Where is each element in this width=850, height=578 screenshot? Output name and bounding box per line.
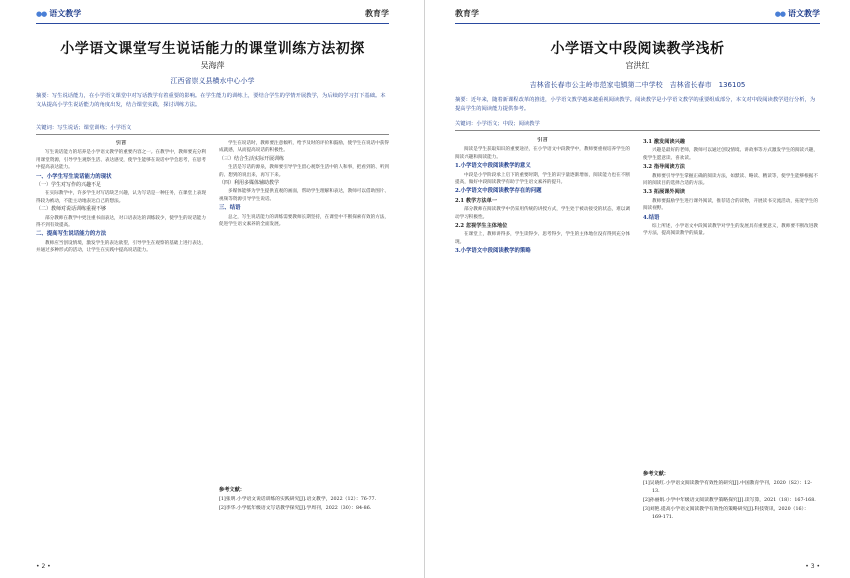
right-column-1	[455, 137, 630, 548]
decorative-dots-icon: ●●	[36, 9, 47, 18]
heading-level-2: 3.2 指导阅读方法	[643, 164, 685, 171]
right-affiliation: 吉林省长春市公主岭市范家屯镇第二中学校 吉林省长春市 136105	[529, 81, 746, 89]
paragraph: 阅读是学生获取知识的重要途径，在小学语文中段教学中，教师要重视培养学生的阅读兴趣和阅读能力。	[455, 147, 630, 160]
right-column-2	[643, 137, 818, 532]
left-journal-name: 语文教学	[49, 9, 82, 18]
decorative-dots-icon: ●●	[774, 9, 785, 18]
heading-level-1: 4.结语	[643, 214, 660, 221]
heading-level-1: 一、小学生写生说话能力的现状	[36, 173, 112, 180]
right-abstract: 摘要：近年来，随着新课程改革的推进，小学语文教学越来越重视阅读教学。阅读教学是小学语文教学的重要组成部分，本文对中段阅读教学进行分析，为提高学生的阅读能力提供参考。	[455, 97, 816, 112]
left-affiliation: 江西省崇义县横水中心小学	[170, 77, 255, 85]
paragraph: 在实际教学中，许多学生对写话缺乏兴趣，认为写话是一种任务，在课堂上表现得较为被动，不能主动地表达自己的想法。	[36, 191, 206, 204]
left-author: 吴海萍	[200, 61, 225, 70]
paragraph: 多媒体能够为学生提供直观的画面，帮助学生理解和表达，教师可以借助图片、视频等资源引导学生说话。	[219, 189, 389, 202]
left-journal-badge	[36, 8, 81, 19]
right-author: 宫洪红	[625, 61, 650, 70]
paragraph: 总之，写生说话能力的训练需要教师长期坚持，在课堂中不断探索有效的方法，促进学生语文素养的全面发展。	[219, 214, 389, 228]
subheading: （一）学生对写作的兴趣不足	[36, 182, 102, 189]
heading-level-1: 三、结语	[219, 205, 241, 212]
heading-level-1: 二、提高写生说话能力的方法	[36, 231, 107, 238]
paragraph: 生活是写话的源泉，教师要引导学生留心观察生活中的人和事，把看到的、听到的、想到的说出来，再写下来。	[219, 165, 389, 178]
right-keywords: 关键词：小学语文；中段；阅读教学	[455, 121, 540, 127]
reference-item: [3]刘艳.提高小学语文阅读教学有效性的策略研究[J].科技资讯，2020（16）：169-171.	[643, 507, 809, 520]
paragraph: 中段是小学阶段承上启下的重要时期，学生的识字量逐渐增加，阅读能力也在不断提高，做好中段阅读教学有助于学生语文素养的提升。	[455, 172, 630, 186]
right-header-rule	[455, 23, 820, 24]
heading-level-2: 3.1 激发阅读兴趣	[643, 139, 685, 145]
left-abstract-rule	[36, 134, 389, 135]
paragraph: 教师应当创设情境，激发学生的表达欲望，引导学生在观察的基础上进行表达，并通过多种形式的活动，让学生在实践中提高说话能力。	[36, 240, 206, 254]
right-journal-name: 语文教学	[788, 9, 820, 18]
heading-level-1: 3.小学语文中段阅读教学的策略	[455, 248, 531, 255]
left-section-label: 教育学	[365, 9, 389, 18]
paragraph: 部分教师在阅读教学中仍采用传统的讲授方式，学生处于被动接受的状态，难以调动学习积极性。	[455, 207, 630, 220]
paragraph: 教师要引导学生掌握正确的阅读方法，如默读、略读、精读等，使学生能够根据不同的阅读目的选择合适的方法。	[643, 173, 818, 187]
subheading: （二）教师对说话训练重视不够	[36, 206, 107, 213]
paragraph: 教师要鼓励学生进行课外阅读，推荐适合的读物，开展读书交流活动，拓宽学生的阅读视野。	[643, 198, 818, 212]
heading-level-2: 2.2 忽视学生主体地位	[455, 223, 508, 230]
subheading: （四）利用多媒体辅助教学	[219, 180, 280, 187]
left-references	[219, 496, 389, 514]
left-references-title: 参考文献：	[219, 487, 245, 493]
reference-item: [2]孙丽娟.小学中年级语文阅读教学策略探究[J].读写算，2021（18）：167-168.	[643, 498, 816, 503]
reference-item: [2]李华.小学低年级语文写话教学探究[J].学周刊，2022（30）：84-86.	[219, 506, 372, 511]
left-header-rule	[36, 23, 389, 24]
reference-item: [1]张明.小学语文说话训练的实践研究[J].语文教学，2022（12）：76-77.	[219, 497, 377, 502]
right-references-title: 参考文献：	[643, 471, 669, 477]
left-column-1	[36, 140, 206, 548]
section-heading: 引言	[115, 140, 127, 146]
paragraph: 兴趣是最好的老师，教师可以通过创设情境、讲故事等方式激发学生的阅读兴趣，使学生愿意读、喜欢读。	[643, 148, 818, 161]
paragraph: 综上所述，小学语文中段阅读教学对学生的发展具有重要意义，教师要不断改进教学方法，提高阅读教学的质量。	[643, 224, 818, 237]
right-page	[425, 0, 850, 578]
paragraph: 写生说话能力的培养是小学语文教学的重要内容之一。在教学中，教师要充分利用课堂资源，引导学生观察生活、表达感受，使学生能够在说话中学会思考，在思考中提高表达能力。	[36, 150, 206, 171]
heading-level-2: 3.3 拓展课外阅读	[643, 189, 685, 196]
reference-item: [1]吴晓红.小学语文阅读教学有效性的研究[J].中国教育学刊，2020（S2）：12-13.	[643, 481, 812, 494]
left-article-title: 小学语文课堂写生说话能力的课堂训练方法初探	[60, 41, 365, 57]
right-article-title: 小学语文中段阅读教学浅析	[550, 41, 725, 57]
section-heading: 引言	[537, 137, 548, 143]
right-references	[643, 480, 818, 523]
left-column-2	[219, 140, 389, 480]
right-page-number: • 3 •	[805, 563, 820, 570]
paragraph: 部分教师在教学中更注重书面表达，对口语表达的训练较少，使学生的说话能力得不到有效提高。	[36, 215, 206, 229]
heading-level-1: 2.小学语文中段阅读教学存在的问题	[455, 188, 542, 195]
right-section-label: 教育学	[455, 9, 479, 18]
right-journal-badge	[775, 8, 820, 19]
right-header	[455, 8, 820, 24]
paragraph: 学生在说话时，教师要注意倾听，给予及时的评价和鼓励，使学生在说话中获得成就感，从而提高说话的积极性。	[219, 141, 389, 154]
left-abstract: 摘要：写生说话能力，在小学语文课堂中对写话教学有着重要的影响。在学生能力的训练上，要结合学生的学情开展教学，为后续的学习打下基础。本文从提高小学生说话能力的角度出发，结合课堂实践，探讨训练方法。	[36, 93, 386, 108]
paragraph: 在课堂上，教师讲得多，学生读得少、思考得少，学生的主体地位没有得到充分体现。	[455, 232, 630, 245]
left-keywords: 关键词：写生说话；课堂训练；小学语文	[36, 125, 132, 131]
subheading: （三）结合生活实际开展训练	[219, 155, 285, 162]
heading-level-2: 2.1 教学方法单一	[455, 197, 497, 204]
right-abstract-rule	[455, 130, 820, 131]
left-header	[36, 8, 389, 24]
left-page-number: • 2 •	[36, 563, 51, 570]
heading-level-1: 1.小学语文中段阅读教学的意义	[455, 163, 531, 170]
